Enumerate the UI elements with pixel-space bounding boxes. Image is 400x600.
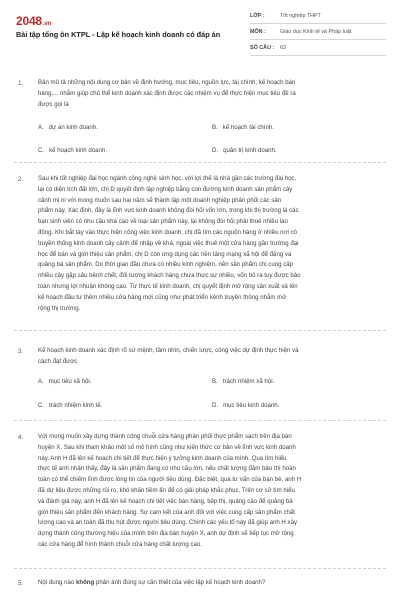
question-line: giới thiệu sản phẩm đến khách hàng. Sự cam kết của anh đối với việc cung cấp sản phẩm chất: [38, 508, 295, 516]
option-b[interactable]: [212, 124, 274, 131]
question-line: dựng thành công thương hiệu của mình trên địa bàn huyện X, anh dự định sẽ tiếp tục mở rộng: [38, 530, 294, 538]
option-text: quản trị kinh doanh.: [223, 147, 277, 154]
option-text: dự án kinh doanh.: [48, 124, 98, 131]
question-line: học để bán và giới thiệu sản phẩm, chị D còn ứng dụng các nền tảng mạng xã hội để đăng và: [38, 250, 292, 258]
question-line: Bản mô tả những nội dung cơ bản về định hướng, mục tiêu, nguồn lực, tài chính, kế hoạch bán: [38, 79, 296, 86]
meta-key: MÔN :: [250, 28, 266, 35]
question-line: Sau khi tốt nghiệp đại học ngành công nghệ sinh học, với lợi thế là nhà gần các trường đại học,: [38, 175, 297, 182]
question-text-post: phản ánh đúng sự cần thiết của việc lập kế hoạch kinh doanh?: [94, 579, 266, 586]
question-text: [38, 432, 388, 551]
option-text: mục tiêu xã hội.: [48, 378, 92, 385]
option-b[interactable]: [212, 378, 274, 385]
meta-row-subject: [250, 24, 386, 40]
question-number: 4.: [18, 434, 24, 441]
option-letter: C.: [38, 402, 45, 409]
meta-key: LỚP :: [250, 12, 265, 19]
question-text: [38, 78, 388, 110]
question-text: [38, 578, 388, 589]
divider: [14, 420, 386, 421]
page-title: Bài tập tổng ôn KTPL - Lập kế hoạch kinh doanh có đáp án: [16, 30, 221, 39]
question-line: huyện X. Sau khi tham khảo một số mô hình cũng như kiến thức cơ bản về lĩnh vực kinh doanh: [38, 443, 296, 451]
option-c[interactable]: [38, 402, 102, 409]
question-line: này. Anh H đã lên kế hoạch chi tiết để thực hiện ý tưởng kinh doanh của mình. Qua tìm hiểu: [38, 454, 287, 462]
question-text-pre: Nội dung nào: [38, 579, 76, 586]
site-logo[interactable]: [16, 14, 51, 28]
option-text: trách nhiệm xã hội.: [222, 378, 275, 385]
question-line: cách đạt được: [38, 357, 78, 365]
question-line: nhiều cây gặp sâu bệnh chết, đối tượng khách hàng chưa thực sự nhiều, vốn bỏ ra tuy được bảo: [38, 272, 301, 280]
question-line: quảng bá sản phẩm. Do thời gian đầu chưa có nhiều kinh nghiệm, nên sản phẩm chị cung cấp: [38, 261, 294, 269]
meta-table: [250, 8, 386, 56]
option-letter: A.: [38, 378, 44, 385]
question-line: thực tế anh nhận thấy, đây là sản phẩm đang có nhu cầu lớn, nếu chất lượng đảm bảo thì hoàn: [38, 465, 296, 473]
question-line: được gọi là: [38, 100, 69, 108]
question-line: cảnh mi ni với mong muốn sau hai năm sẽ thành lập một doanh nghiệp phân phối các sản: [38, 196, 282, 204]
logo-suffix: .vn: [42, 21, 51, 27]
question-line: rộng thị trường.: [38, 304, 81, 312]
question-line: lại có diện tích đất lớn, chị D quyết định lập nghiệp bằng con đường kinh doanh sản phẩm cây: [38, 185, 293, 193]
option-d[interactable]: [212, 402, 279, 409]
question-text-bold: không: [75, 579, 95, 586]
question-line: Với mong muốn xây dựng thành công chuỗi cửa hàng phân phối thực phẩm sạch trên địa bàn: [38, 433, 292, 440]
question-line: toàn nhưng lợi nhuận không cao. Từ thực tế kinh doanh, chị quyết định mở rộng sản xuất và lên: [38, 282, 298, 290]
option-text: kế hoạch tài chính.: [222, 124, 274, 131]
meta-value: Tốt nghiệp THPT: [280, 12, 321, 19]
question-text: [38, 346, 388, 368]
option-a[interactable]: [38, 378, 91, 385]
logo-text: 2048: [16, 14, 42, 28]
meta-key: SỐ CÂU :: [250, 44, 275, 51]
meta-row-class: [250, 8, 386, 24]
option-letter: B.: [212, 378, 218, 385]
question-line: [38, 578, 388, 589]
question-line: kế hoạch đầu tư thêm nhiều cửa hàng mới cũng như phát triển kênh truyền thông nhằm mở: [38, 293, 287, 301]
option-letter: A.: [38, 124, 44, 131]
question-line: phẩm này. Xác định, đây là lĩnh vực kinh doanh không đòi hỏi vốn lớn, trong khi thị trường là các: [38, 207, 299, 215]
option-letter: D.: [212, 147, 219, 154]
question-text: [38, 174, 388, 314]
divider: [14, 568, 386, 569]
page-header: [0, 0, 400, 60]
option-text: trách nhiệm kinh tế.: [49, 402, 103, 409]
meta-value: 63: [280, 44, 286, 51]
question-number: 3.: [18, 348, 24, 355]
question-number: 1.: [18, 80, 24, 87]
question-line: Kế hoạch kinh doanh xác định rõ sứ mệnh, tầm nhìn, chiến lược, công việc dự định thực hiện và: [38, 347, 299, 354]
option-text: kế hoạch kinh doanh.: [49, 147, 108, 154]
question-line: toàn có thể chiếm lĩnh được lòng tin của người tiêu dùng. Đặc biệt, qua tư vấn của bạn bè, anh H: [38, 476, 302, 484]
option-a[interactable]: [38, 124, 98, 131]
question-number: 5.: [18, 580, 24, 587]
question-line: động. Khi bắt tay vào thực hiện công việc kinh doanh, chị đã tìm các nguồn hàng ở nhiều nơi có: [38, 228, 298, 236]
divider: [14, 162, 386, 163]
question-number: 2.: [18, 176, 24, 183]
meta-value: Giáo dục Kinh tế và Pháp luật: [280, 28, 352, 35]
divider: [14, 330, 386, 331]
question-line: đã dự liệu được những rủi ro, khó khăn tiềm ẩn để có giải pháp khắc phục. Trên cơ sở tìm hiểu: [38, 486, 295, 494]
option-d[interactable]: [212, 147, 277, 154]
question-line: và đánh giá này, anh H đã lên kế hoạch chi tiết việc bán hàng, tiếp thị, quảng cáo để quảng bá: [38, 497, 293, 505]
question-line: các cửa hàng để hình thành chuỗi cửa hàng chất lượng cao.: [38, 540, 202, 548]
question-line: truyền thống kinh doanh cây cảnh để nhập về khá, ngoài việc thuê một cửa hàng gần trường đại: [38, 239, 299, 247]
option-letter: D.: [212, 402, 219, 409]
option-c[interactable]: [38, 147, 107, 154]
option-text: mục tiêu kinh doanh.: [223, 402, 280, 409]
question-line: hàng,... nhằm giúp chủ thể kinh doanh xác định được các nhiệm vụ để thực hiện mục tiêu đề ra: [38, 89, 296, 97]
option-letter: C.: [38, 147, 45, 154]
meta-row-count: [250, 40, 386, 56]
question-line: bạn sinh viên có nhu cầu khá cao về loại sản phẩm này, lại không đòi hỏi phải thuê nhiều lao: [38, 218, 288, 226]
option-letter: B.: [212, 124, 218, 131]
question-line: lượng cao và an toàn đã thu hút được người tiêu dùng. Chính các yếu tố này đã giúp anh H xây: [38, 519, 297, 527]
